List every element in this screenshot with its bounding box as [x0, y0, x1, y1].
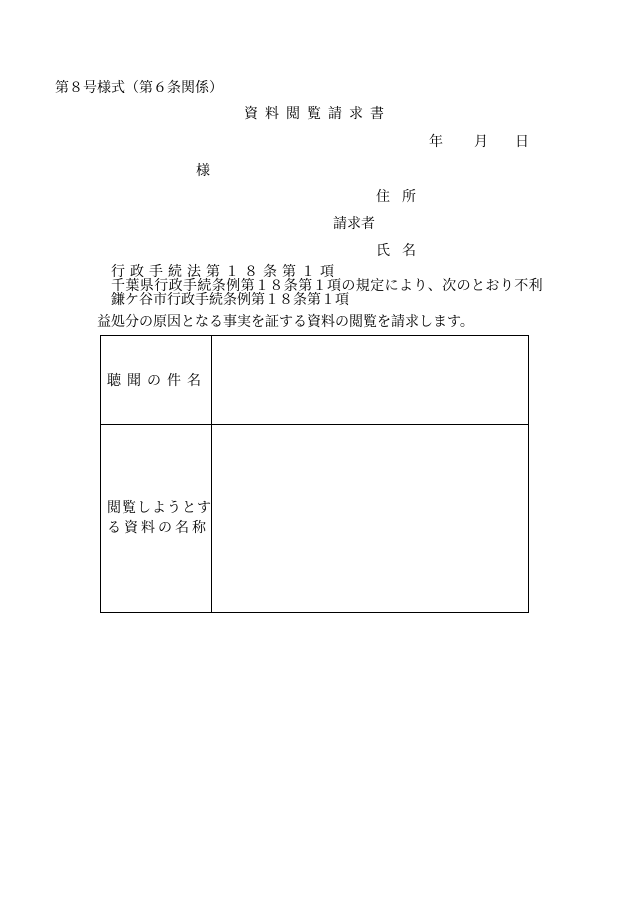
- document-title: 資料閲覧請求書: [244, 106, 391, 122]
- document-name-label-line1: 閲覧しようとす: [107, 500, 212, 516]
- document-name-label-line2: る資料の名称: [107, 520, 209, 536]
- requester-label: 請求者: [333, 216, 375, 232]
- hearing-subject-label: 聴聞の件名: [107, 373, 207, 389]
- request-table: [100, 335, 529, 613]
- document-name-field[interactable]: [212, 425, 528, 612]
- name-label: 氏名: [376, 243, 428, 259]
- law-reference-2: 千葉県行政手続条例第１８条第１項の規定により、次のとおり不利: [111, 278, 543, 294]
- hearing-subject-field[interactable]: [212, 336, 528, 424]
- law-reference-3: 鎌ケ谷市行政手続条例第１８条第１項: [111, 292, 349, 308]
- date-day-label: 日: [515, 134, 529, 150]
- address-label: 住所: [376, 189, 428, 205]
- form-number: 第８号様式（第６条関係）: [55, 80, 223, 96]
- date-year-label: 年: [429, 134, 443, 150]
- date-month-label: 月: [474, 134, 488, 150]
- law-reference-1: 行政手続法第１８条第１項: [111, 264, 339, 280]
- request-statement: 益処分の原因となる事実を証する資料の閲覧を請求します。: [97, 314, 474, 330]
- addressee-honorific: 様: [196, 163, 210, 179]
